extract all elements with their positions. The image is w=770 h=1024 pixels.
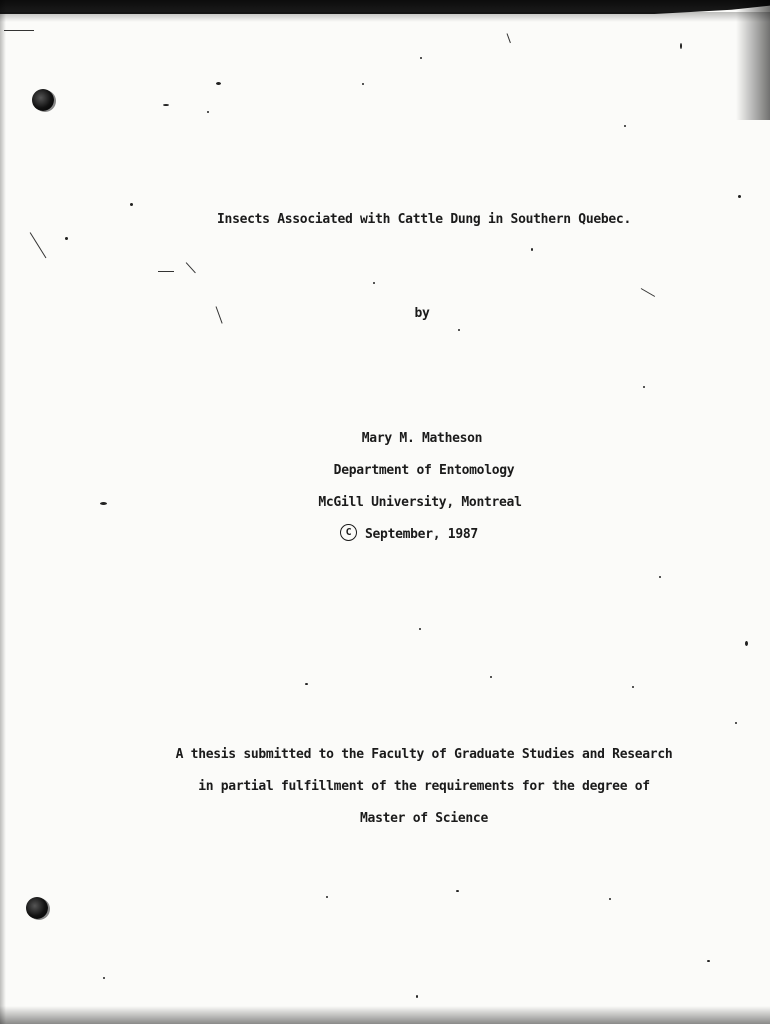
scan-speck — [632, 686, 634, 688]
scan-mark — [4, 30, 34, 31]
scan-speck — [216, 82, 221, 85]
scan-speck — [643, 386, 645, 388]
punch-hole-bottom-icon — [26, 897, 48, 919]
scan-speck — [707, 960, 710, 962]
scan-mark — [641, 288, 655, 297]
thesis-title: Insects Associated with Cattle Dung in Southern Quebec. — [217, 212, 631, 227]
scan-left-edge — [0, 0, 6, 1024]
author-department: Department of Entomology — [333, 463, 515, 478]
copyright-line — [340, 526, 478, 543]
scan-speck — [305, 683, 308, 685]
scan-mark — [216, 306, 223, 323]
scan-speck — [420, 57, 422, 59]
scan-speck — [326, 896, 328, 898]
scan-speck — [624, 125, 626, 127]
submission-line-2: in partial fulfillment of the requirements for the degree of — [198, 779, 650, 794]
scan-bottom-edge — [0, 1006, 770, 1024]
punch-hole-top-icon — [32, 89, 54, 111]
scan-speck — [207, 111, 209, 113]
scan-speck — [419, 628, 421, 630]
degree-name: Master of Science — [360, 811, 488, 826]
scan-speck — [659, 576, 661, 578]
scan-top-shadow — [0, 12, 770, 22]
scan-speck — [738, 195, 741, 198]
scan-speck — [490, 676, 492, 678]
scan-speck — [531, 248, 533, 251]
thesis-date: September, 1987 — [365, 527, 478, 542]
scan-speck — [373, 282, 375, 284]
author-university: McGill University, Montreal — [318, 495, 522, 510]
scan-speck — [416, 995, 418, 998]
scan-mark — [29, 232, 46, 258]
scan-speck — [103, 977, 105, 979]
scan-speck — [609, 898, 611, 900]
copyright-icon: C — [340, 524, 357, 541]
scan-speck — [163, 104, 169, 106]
by-label: by — [414, 306, 430, 321]
scan-speck — [362, 83, 364, 85]
scan-right-edge — [736, 0, 770, 120]
submission-line-1: A thesis submitted to the Faculty of Graduate Studies and Research — [175, 747, 673, 762]
scan-mark — [507, 33, 511, 43]
scan-speck — [458, 329, 460, 331]
scan-speck — [100, 502, 107, 505]
scan-speck — [745, 641, 748, 646]
author-name: Mary M. Matheson — [361, 431, 483, 446]
scan-speck — [130, 203, 133, 206]
scan-speck — [456, 890, 459, 892]
scan-mark — [158, 271, 174, 272]
scan-speck — [735, 722, 737, 724]
scan-speck — [65, 237, 68, 240]
scan-speck — [680, 43, 682, 49]
scan-mark — [186, 262, 196, 273]
